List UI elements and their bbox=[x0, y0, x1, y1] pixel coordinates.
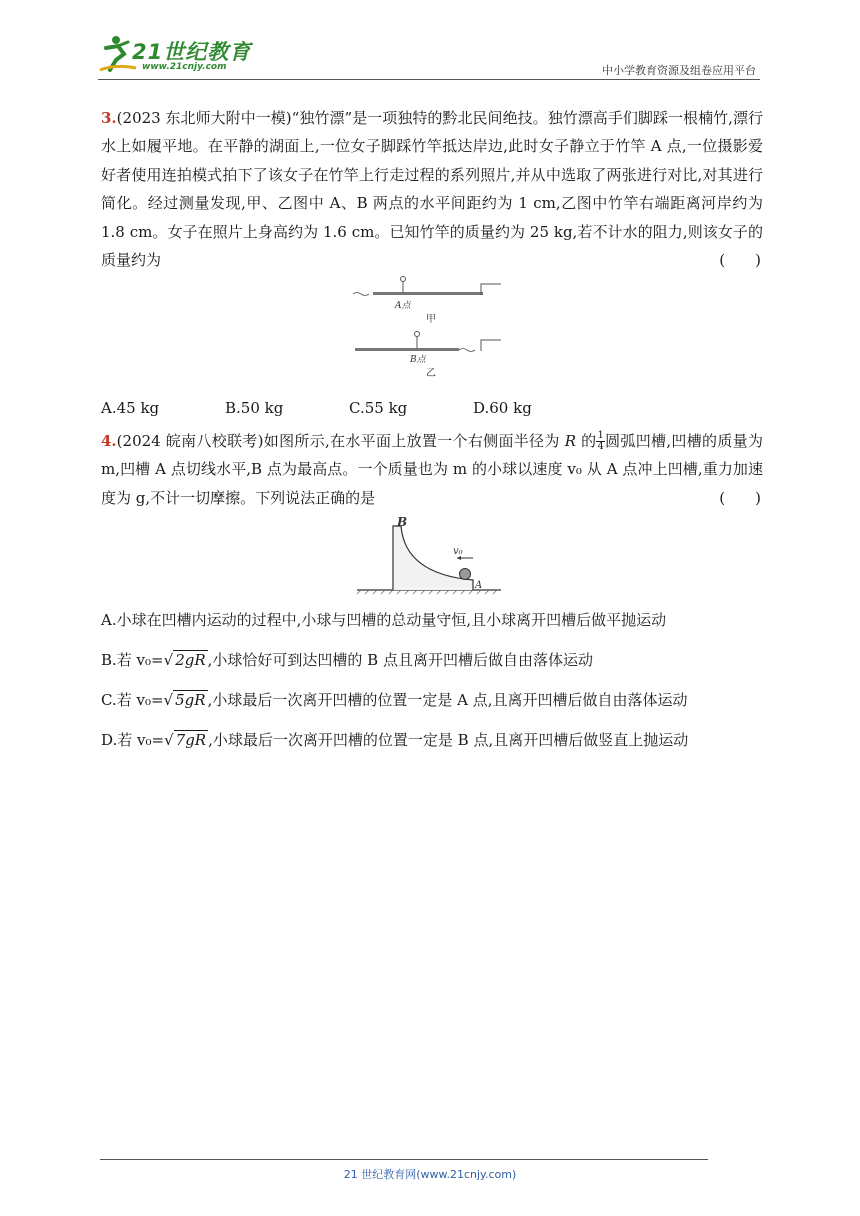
q4-option-d[interactable]: D.若 v₀=√ 7gR ,小球最后一次离开凹槽的位置一定是 B 点,且离开凹槽后做竖直上抛运动 bbox=[101, 731, 689, 750]
footer-divider bbox=[100, 1159, 708, 1160]
option-c[interactable]: C.55 kg bbox=[349, 399, 408, 418]
label-a: A点 bbox=[395, 301, 411, 312]
radius-symbol: R bbox=[564, 431, 577, 450]
caption-b: 乙 bbox=[426, 368, 436, 380]
groove-figure bbox=[101, 514, 763, 600]
question-text: “独竹漂”是一项独特的黔北民间绝技。独竹漂高手们脚踩一根楠竹,漂行水上如履平地。在平静的湖面上,一位女子脚踩竹竿抵达岸边,此时女子静立于竹竿 A 点,一位摄影爱好者使用连拍模式拍下了该女子在竹竿上行走过程的系列照片,并从中选取了两张进行对比,对其进行简化。经过测量发现,甲、乙图中 A、B 两点的水平间距约为 1 cm,乙图中竹竿右端距离河岸约为 1.8 cm。女子在照片上身高约为 1.6 cm。已知竹竿的质量约为 25 kg,若不计水的阻力,则该女子的质量约为 bbox=[101, 109, 763, 270]
logo-url: www.21cnjy.com bbox=[142, 62, 227, 72]
question-source: (2023 东北师大附中一模) bbox=[116, 109, 292, 127]
point-a-label: A bbox=[475, 580, 483, 592]
velocity-label: v₀ bbox=[453, 546, 463, 558]
header-divider bbox=[98, 79, 760, 80]
question-source: (2024 皖南八校联考) bbox=[116, 431, 264, 450]
option-d[interactable]: D.60 kg bbox=[473, 399, 532, 418]
page-header bbox=[0, 0, 860, 84]
question-number: 3. bbox=[101, 109, 117, 127]
option-b[interactable]: B.50 kg bbox=[225, 399, 284, 418]
option-a[interactable]: A.45 kg bbox=[101, 399, 160, 418]
label-b: B点 bbox=[410, 355, 426, 366]
answer-blank: ( ) bbox=[719, 488, 761, 507]
question-3 bbox=[101, 104, 763, 274]
question-text-2: 的 bbox=[581, 431, 597, 450]
question-text-1: 如图所示,在水平面上放置一个右侧面半径为 bbox=[263, 431, 560, 450]
platform-name: 中小学教育资源及组卷应用平台 bbox=[602, 64, 756, 77]
q4-option-c[interactable]: C.若 v₀=√ 5gR ,小球最后一次离开凹槽的位置一定是 A 点,且离开凹槽后做自由落体运动 bbox=[101, 691, 688, 710]
logo-text: 21世纪教育 bbox=[132, 40, 252, 64]
q4-option-b[interactable]: B.若 v₀=√ 2gR ,小球恰好可到达凹槽的 B 点且离开凹槽后做自由落体运动 bbox=[101, 651, 593, 670]
point-b-label: B bbox=[397, 515, 408, 530]
question-4 bbox=[101, 427, 763, 512]
caption-a: 甲 bbox=[426, 314, 436, 326]
q3-options bbox=[101, 394, 763, 422]
answer-blank: ( ) bbox=[719, 251, 761, 270]
groove-diagram bbox=[101, 514, 763, 600]
question-number: 4. bbox=[101, 431, 117, 450]
footer-text[interactable]: 21 世纪教育网(www.21cnjy.com) bbox=[343, 1168, 517, 1181]
question-text-3: 圆弧凹槽,凹槽的质量为 m,凹槽 A 点切线水平,B 点为最高点。一个质量也为 m 的小球以速度 v₀ 从 A 点冲上凹槽,重力加速度为 g,不计一切摩擦。下列说法正确的是 bbox=[101, 431, 763, 507]
question-content bbox=[101, 104, 763, 760]
bamboo-diagram bbox=[101, 276, 763, 392]
bamboo-figure bbox=[101, 276, 763, 392]
quarter-fraction: $\frac{1}{4}$ bbox=[597, 430, 604, 453]
q4-option-a[interactable]: A.小球在凹槽内运动的过程中,小球与凹槽的总动量守恒,且小球离开凹槽后做平抛运动 bbox=[101, 611, 667, 630]
